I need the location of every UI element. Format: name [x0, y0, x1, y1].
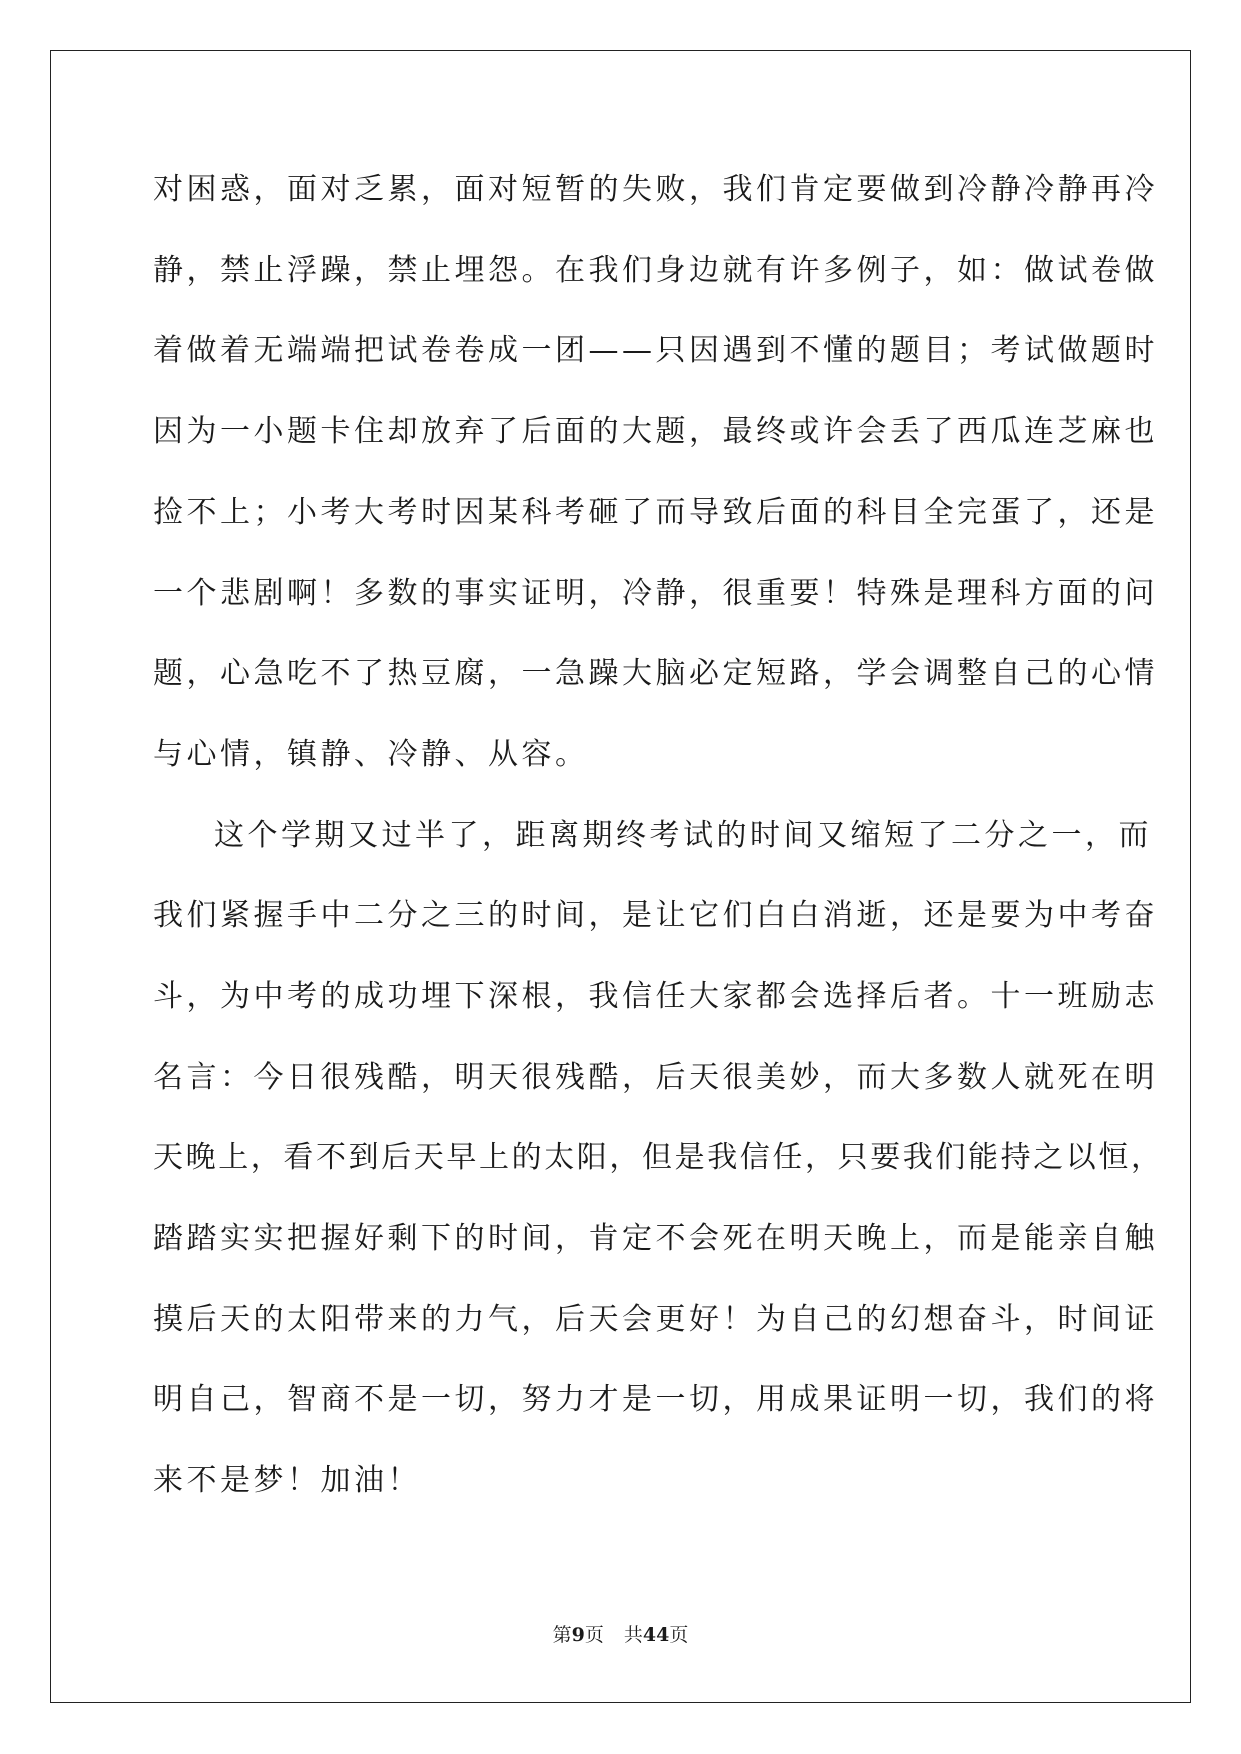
text-line: 与心情，镇静、冷静、从容。 [153, 737, 589, 772]
page-suffix: 页 [584, 1624, 604, 1646]
text-line: 踏踏实实把握好剩下的时间，肯定不会死在明天晚上，而是能亲自触 [153, 1221, 1158, 1256]
text-line: 静，禁止浮躁，禁止埋怨。在我们身边就有许多例子，如：做试卷做 [153, 253, 1158, 288]
text-line: 着做着无端端把试卷卷成一团——只因遇到不懂的题目；考试做题时 [153, 333, 1158, 368]
text-line: 我们紧握手中二分之三的时间，是让它们白白消逝，还是要为中考奋 [153, 898, 1158, 933]
text-line: 摸后天的太阳带来的力气，后天会更好！为自己的幻想奋斗，时间证 [153, 1302, 1158, 1337]
text-line: 天晚上，看不到后天早上的太阳，但是我信任，只要我们能持之以恒， [153, 1140, 1164, 1175]
page-border [50, 50, 1191, 1703]
text-line-indented: 这个学期又过半了，距离期终考试的时间又缩短了二分之一，而 [214, 818, 1152, 853]
text-line: 明自己，智商不是一切，努力才是一切，用成果证明一切，我们的将 [153, 1382, 1158, 1417]
text-line: 来不是梦！加油！ [153, 1463, 421, 1498]
page-number: 9 [571, 1624, 585, 1646]
text-line: 名言：今日很残酷，明天很残酷，后天很美妙，而大多数人就死在明 [153, 1060, 1158, 1095]
text-line: 一个悲剧啊！多数的事实证明，冷静，很重要！特殊是理科方面的问 [153, 576, 1158, 611]
page-footer [0, 1623, 1241, 1647]
text-line: 题，心急吃不了热豆腐，一急躁大脑必定短路，学会调整自己的心情 [153, 656, 1158, 691]
text-line: 因为一小题卡住却放弃了后面的大题，最终或许会丢了西瓜连芝麻也 [153, 414, 1158, 449]
text-line: 斗，为中考的成功埋下深根，我信任大家都会选择后者。十一班励志 [153, 979, 1158, 1014]
total-suffix: 页 [669, 1624, 689, 1646]
page-prefix: 第 [552, 1624, 572, 1646]
total-prefix: 共 [623, 1624, 643, 1646]
total-pages: 44 [642, 1624, 670, 1646]
text-line: 捡不上；小考大考时因某科考砸了而导致后面的科目全完蛋了，还是 [153, 495, 1158, 530]
text-line: 对困惑，面对乏累，面对短暂的失败，我们肯定要做到冷静冷静再冷 [153, 172, 1158, 207]
